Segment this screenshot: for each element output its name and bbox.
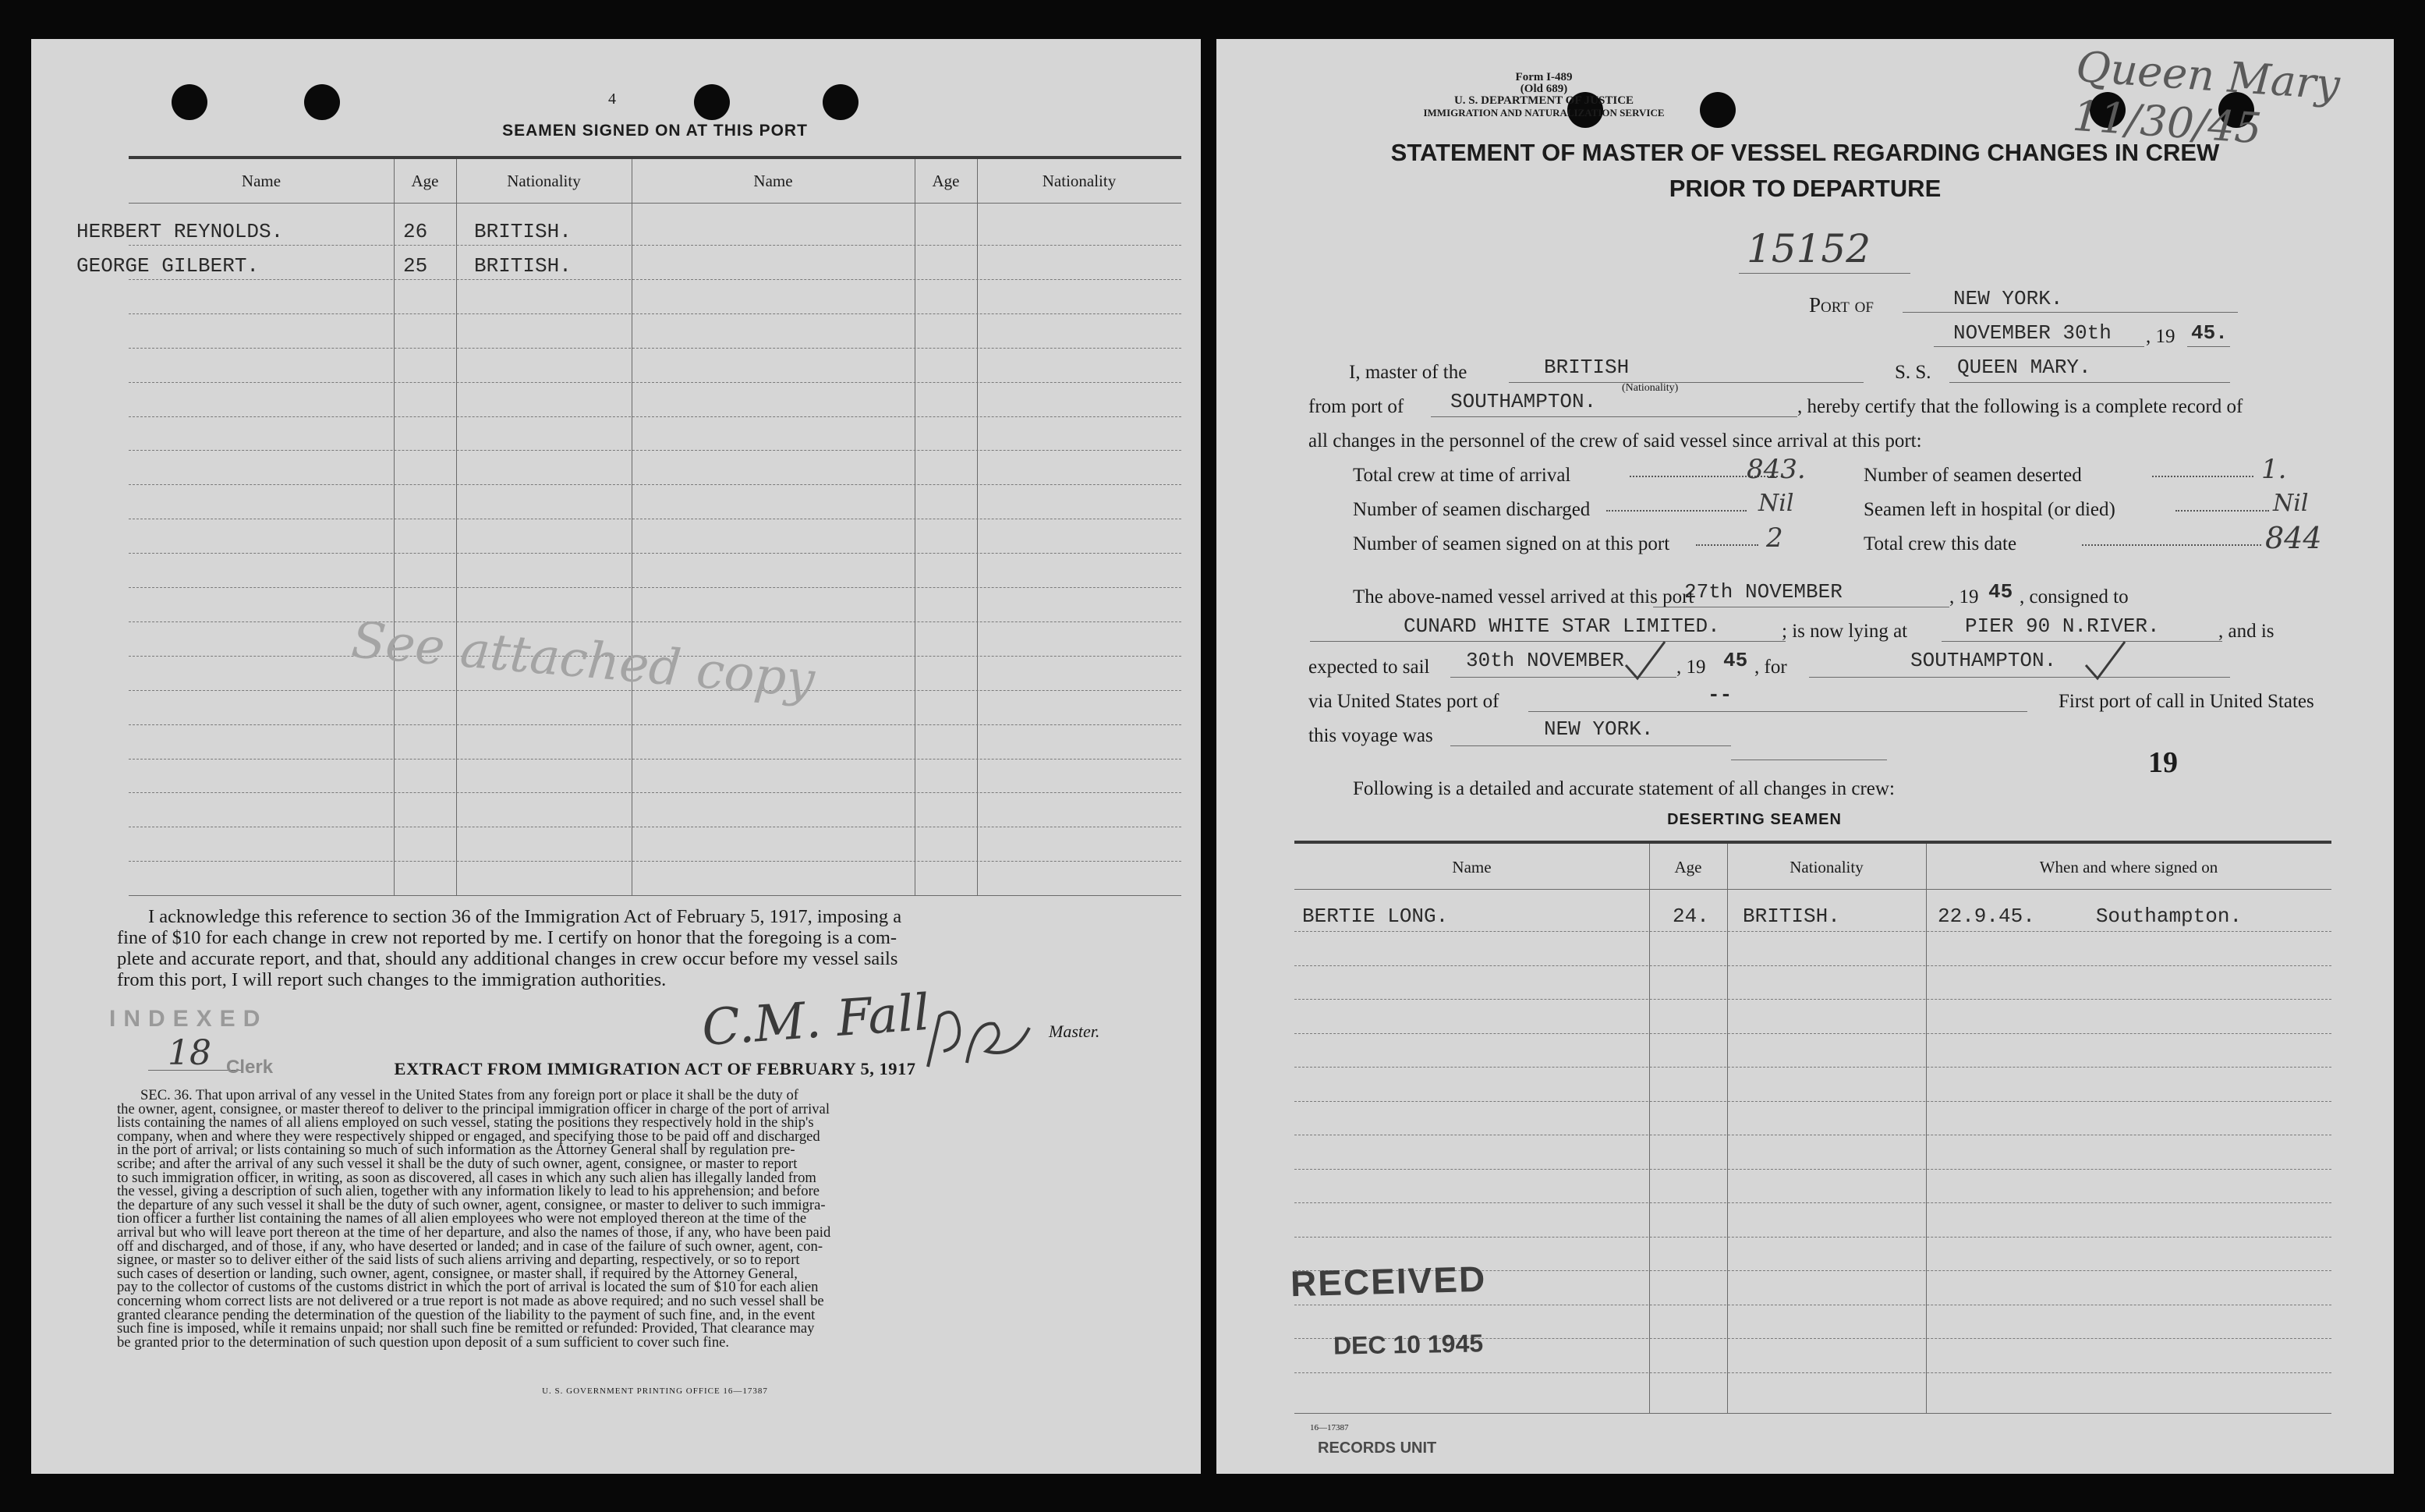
- ruled-line: [129, 861, 1181, 862]
- extract-text: [117, 1089, 1179, 1349]
- left-footer: U. S. GOVERNMENT PRINTING OFFICE 16—17387: [542, 1386, 768, 1396]
- for-label: , for: [1754, 657, 1787, 678]
- form-header: Form I-489 (Old 689) U. S. DEPARTMENT OF JUSTICE IMMIGRATION AND NATURALIZATION SERVICE: [1423, 71, 1665, 119]
- ruled-line: [129, 450, 1181, 451]
- extract-line: concerning whom correct lists are not delivered or a true report is not made as above required; and no such vessel shall be: [117, 1292, 824, 1309]
- via-value: --: [1708, 683, 1733, 706]
- clerk-number: 18: [168, 1033, 211, 1073]
- column-header: When and where signed on: [2039, 858, 2218, 876]
- date-year: 45.: [2191, 321, 2228, 345]
- ruled-line: [1294, 1169, 2331, 1170]
- left-title: SEAMEN SIGNED ON AT THIS PORT: [502, 122, 808, 140]
- column-header: Nationality: [1790, 858, 1864, 876]
- ruled-line: [1294, 1101, 2331, 1102]
- punch-hole: [172, 84, 207, 120]
- signed-on-value: 2: [1766, 522, 1783, 554]
- seaman-nationality: BRITISH.: [474, 220, 572, 243]
- ruled-line: [129, 587, 1181, 588]
- ruled-line: [1294, 1067, 2331, 1068]
- punch-hole: [823, 84, 858, 120]
- seaman-age: 26: [403, 220, 428, 243]
- handwritten-corner-note: Queen Mary 11/30/45: [2071, 41, 2342, 154]
- ruled-line: [1294, 1202, 2331, 1203]
- consignee-value: CUNARD WHITE STAR LIMITED.: [1404, 614, 1720, 638]
- extract-line: scribe; and after the arrival of any such vessel it shall be the duty of such owner, agent, consignee, or master to report: [117, 1155, 798, 1172]
- right-title-line2: PRIOR TO DEPARTURE: [1669, 175, 1942, 202]
- column-header: Age: [932, 172, 960, 190]
- crew-arrival-value: 843.: [1747, 454, 1806, 485]
- total-today-label: Total crew this date: [1864, 533, 2017, 554]
- sail-year: 45: [1723, 649, 1748, 672]
- master-signature: C.M. Fall: [699, 983, 932, 1058]
- extract-line: the vessel, giving a description of such alien, together with any information likely to lead to his apprehension; and before: [117, 1183, 820, 1200]
- right-footer-number: 16—17387: [1310, 1423, 1349, 1432]
- column-header: Name: [241, 172, 281, 190]
- page-number: 4: [608, 90, 616, 108]
- crew-arrival-label: Total crew at time of arrival: [1353, 465, 1571, 486]
- handwritten-note: See attached copy: [349, 611, 817, 710]
- punch-hole: [304, 84, 340, 120]
- ruled-line: [1294, 1372, 2331, 1373]
- column-header: Nationality: [507, 172, 581, 190]
- ruled-line: [129, 621, 1181, 622]
- following-text: Following is a detailed and accurate statement of all changes in crew:: [1353, 778, 1895, 799]
- master-label: Master.: [1049, 1022, 1100, 1041]
- master-of-label: I, master of the: [1349, 362, 1467, 383]
- extract-line: the departure of any such vessel it shall be the duty of such owner, agent, consignee, or master to deliver to such immigra-: [117, 1196, 826, 1213]
- port-value: NEW YORK.: [1953, 287, 2063, 310]
- extract-line: arrival but who will leave port thereon at the time of her departure, and also the names of those, if any, who have been paid: [117, 1223, 831, 1241]
- acknowledgement-text: I acknowledge this reference to section 36 of the Immigration Act of February 5, 1917, imposing a fine of $10 for each change in crew not reported by me. I certify on honor that the foregoing is a com- plete and accurate report, and that, should any additional changes in crew occur before my vessel sails from this port, I will report such changes to the immigration authorities.: [117, 906, 902, 990]
- deserting-title: DESERTING SEAMEN: [1667, 811, 1842, 828]
- ss-label: S. S.: [1895, 362, 1931, 383]
- ruled-line: [129, 724, 1181, 725]
- discharged-label: Number of seamen discharged: [1353, 499, 1591, 520]
- from-port-value: SOUTHAMPTON.: [1450, 390, 1597, 413]
- arrived-year-prefix: , 19: [1949, 586, 1979, 607]
- arrived-label: The above-named vessel arrived at this port: [1353, 586, 1694, 607]
- right-page: [1216, 39, 2394, 1474]
- sail-label: expected to sail: [1308, 657, 1430, 678]
- extract-line: the owner, agent, consignee, or master thereof to deliver to the principal immigration officer in charge of the port of arrival: [117, 1100, 830, 1117]
- destination-value: SOUTHAMPTON.: [1910, 649, 2057, 672]
- records-unit-stamp: RECORDS UNIT: [1318, 1439, 1437, 1457]
- deserter-nationality: BRITISH.: [1743, 905, 1840, 928]
- nationality-value: BRITISH: [1544, 356, 1630, 379]
- seaman-age: 25: [403, 254, 428, 278]
- extract-line: be granted prior to the determination of such question upon deposit of a sum sufficient to cover such fine.: [117, 1333, 730, 1351]
- extract-line: granted clearance pending the determination of the question of the liability to the payment of such fine, and, in the event: [117, 1306, 816, 1323]
- via-label: via United States port of: [1308, 691, 1499, 712]
- seaman-name: GEORGE GILBERT.: [76, 254, 260, 278]
- right-title-line1: STATEMENT OF MASTER OF VESSEL REGARDING CHANGES IN CREW: [1390, 139, 2220, 166]
- total-today-value: 844: [2265, 521, 2322, 555]
- ruled-line: [129, 484, 1181, 485]
- ruled-line: [129, 313, 1181, 314]
- stamp-number: 19: [2148, 746, 2178, 779]
- deserter-name: BERTIE LONG.: [1302, 905, 1449, 928]
- consigned-label: , consigned to: [2020, 586, 2129, 607]
- ruled-line: [129, 792, 1181, 793]
- ruled-line: [129, 416, 1181, 417]
- column-header: Age: [411, 172, 439, 190]
- extract-line: such fine is imposed, while it remains unpaid; nor shall such fine be remitted or refunded: Provided, That clearance may: [117, 1320, 815, 1337]
- certify-text-2: all changes in the personnel of the crew of said vessel since arrival at this port:: [1308, 430, 1922, 451]
- nationality-caption: (Nationality): [1622, 382, 1679, 394]
- port-label: Port of: [1809, 293, 1874, 317]
- clerk-label: Clerk: [226, 1057, 274, 1078]
- date-year-prefix: , 19: [2146, 326, 2175, 347]
- seaman-name: HERBERT REYNOLDS.: [76, 220, 284, 243]
- sail-year-prefix: , 19: [1676, 657, 1706, 678]
- arrived-year: 45: [1988, 580, 2013, 604]
- and-is-label: , and is: [2218, 621, 2275, 642]
- left-page: [31, 39, 1201, 1474]
- extract-line: SEC. 36. That upon arrival of any vessel in the United States from any foreign port or place it shall be the duty of: [140, 1087, 798, 1103]
- extract-line: company, when and where they were respectively shipped or engaged, and specifying those to be paid off and discharged: [117, 1128, 820, 1145]
- discharged-value: Nil: [1758, 490, 1794, 517]
- document-number: 15152: [1747, 226, 1871, 271]
- deserter-signed-on: 22.9.45. Southampton.: [1938, 905, 2243, 928]
- signed-on-label: Number of seamen signed on at this port: [1353, 533, 1670, 554]
- ruled-line: [129, 553, 1181, 554]
- arrived-value: 27th NOVEMBER: [1684, 580, 1843, 604]
- extract-line: to such immigration officer, in writing, as soon as discovered, all cases in which any such alien has illegally landed from: [117, 1169, 816, 1186]
- ruled-line: [129, 382, 1181, 383]
- extract-line: tion officer a further list containing the names of all alien employees who were not employed thereon at the time of the: [117, 1210, 807, 1227]
- received-date: DEC 10 1945: [1333, 1329, 1484, 1360]
- hospital-value: Nil: [2273, 490, 2309, 517]
- ruled-line: [1294, 931, 2331, 932]
- extract-line: in the port of arrival; or lists containing so much of such information as the Attorney General shall by regulation pre-: [117, 1142, 795, 1159]
- sail-value: 30th NOVEMBER: [1466, 649, 1624, 672]
- ruled-line: [1294, 965, 2331, 966]
- ruled-line: [129, 245, 1181, 246]
- ruled-line: [129, 279, 1181, 280]
- punch-hole: [1700, 92, 1736, 128]
- deserted-value: 1.: [2261, 454, 2287, 485]
- column-header: Name: [753, 172, 793, 190]
- punch-hole: [694, 84, 730, 120]
- column-header: Age: [1674, 858, 1702, 876]
- extract-line: off and discharged, and of those, if any, who have deserted or landed; and in case of the failure of such owner, agent, con-: [117, 1238, 823, 1255]
- column-header: Nationality: [1042, 172, 1117, 190]
- ship-value: QUEEN MARY.: [1957, 356, 2091, 379]
- received-stamp: RECEIVED: [1290, 1258, 1487, 1305]
- column-header: Name: [1452, 858, 1492, 876]
- check-mark: [2082, 638, 2129, 685]
- date-value: NOVEMBER 30th: [1953, 321, 2112, 345]
- pier-value: PIER 90 N.RIVER.: [1965, 614, 2160, 638]
- extract-line: such cases of desertion or landing, such owner, agent, consignee, or master shall, if required by the Attorney General,: [117, 1265, 798, 1282]
- hospital-label: Seamen left in hospital (or died): [1864, 499, 2115, 520]
- extract-line: pay to the collector of customs of the customs district in which the port of arrival is located the sum of $10 for each alien: [117, 1279, 819, 1296]
- lying-label: ; is now lying at: [1782, 621, 1908, 642]
- ruled-line: [1294, 1237, 2331, 1238]
- ruled-line: [1294, 999, 2331, 1000]
- ruled-line: [129, 348, 1181, 349]
- deserter-age: 24.: [1673, 905, 1709, 928]
- certify-text: , hereby certify that the following is a complete record of: [1797, 396, 2243, 417]
- ruled-line: [1294, 1033, 2331, 1034]
- voyage-value: NEW YORK.: [1544, 717, 1654, 741]
- from-port-label: from port of: [1308, 396, 1404, 417]
- voyage-label: this voyage was: [1308, 725, 1433, 746]
- ruled-line: [129, 759, 1181, 760]
- extract-line: lists containing the names of all aliens employed on such vessel, stating the positions they respectively hold in the ship's: [117, 1114, 814, 1131]
- deserted-label: Number of seamen deserted: [1864, 465, 2082, 486]
- seaman-nationality: BRITISH.: [474, 254, 572, 278]
- first-call-label: First port of call in United States: [2059, 691, 2314, 712]
- extract-title: EXTRACT FROM IMMIGRATION ACT OF FEBRUARY 5, 1917: [394, 1059, 916, 1078]
- extract-line: signee, or master so to deliver either of the said lists of such aliens arriving and departing, respectively, or so to report: [117, 1252, 800, 1269]
- check-mark: [1622, 638, 1669, 685]
- indexed-stamp: INDEXED: [109, 1006, 268, 1032]
